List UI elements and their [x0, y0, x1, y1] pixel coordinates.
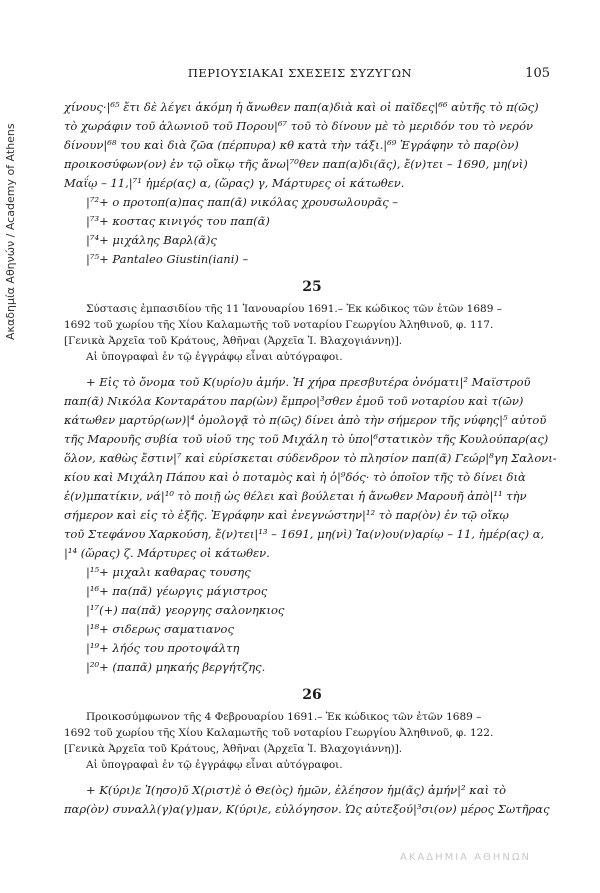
witness-line: |¹⁷(+) πα(πᾶ) γεοργης σαλονηκιος	[86, 603, 285, 617]
witness-line: |¹⁹+ λήός του προτοψάλτη	[86, 641, 240, 655]
witness-list	[64, 193, 560, 269]
entry-number: 26	[302, 687, 322, 703]
witness-line: |²⁰+ (παπᾶ) μηκαής βεργήτζης.	[86, 660, 266, 674]
witness-line: |⁷²+ ο προτοπ(α)πας παπ(ᾶ) νικόλας χρουσωλουρᾶς –	[86, 195, 399, 209]
source-line: [Γενικὰ Ἀρχεῖα τοῦ Κράτους, Ἀθῆναι (Ἀρχεῖα Ἰ. Βλαχογιάννη)].	[64, 743, 403, 755]
witness-line: |⁷⁵+ Pantaleo Giustin(iani) –	[86, 252, 249, 266]
witness-line: |¹⁵+ μιχαλι καθαρας τουσης	[86, 565, 251, 579]
source-line: Προικοσύμφωνον τῆς 4 Φεβρουαρίου 1691.– Ἐκ κώδικος τῶν ἐτῶν 1689 –	[86, 711, 482, 723]
source-line: Αἱ ὑπογραφαὶ ἐν τῷ ἐγγράφῳ εἶναι αὐτόγραφοι.	[86, 351, 343, 363]
entry-number: 25	[302, 279, 322, 295]
page-number: 105	[525, 66, 550, 81]
text-line: παπ(ᾶ) Νικόλα Κονταράτου παρ(ὼν) ἔμπρο|³σθεν ἐμοῦ τοῦ νοταρίου καὶ τ(ῶν)	[64, 394, 524, 408]
text-line: ὅλον, καθὼς ἔστιν|⁷ καὶ εὑρίσκεται σύδενδρον τὸ πλησίον παπ(ᾶ) Γεώρ|⁸γη Σαλονι-	[64, 451, 557, 465]
document-text	[64, 373, 560, 563]
text-line: |¹⁴ (ὥρας) ζ. Μάρτυρες οἱ κάτωθεν.	[64, 546, 270, 560]
intro-text	[64, 98, 560, 193]
text-line: παρ(ὸν) συναλλ(γ)α(γ)μαν, Κ(ύρι)ε, εὐλόγησον. Ὡς αὐτεξού|³σι(ον) μέρος Σωτῆρας	[64, 802, 550, 816]
text-line: ἐ(ν)μπατίκιν, νά|¹⁰ τὸ ποιῇ ὡς θέλει καὶ βούλεται ἡ ἄνωθεν Μαρουῆ ἀπὸ|¹¹ τὴν	[64, 489, 527, 503]
text-line: κίου καὶ Μιχάλη Πάπου καὶ ὁ ποταμὸς καὶ ἡ ὁ|⁹δός· τὸ ὁποῖον τῆς τὸ δίνει διὰ	[64, 470, 526, 484]
source-line: 1692 τοῦ χωρίου τῆς Χίου Καλαμωτῆς τοῦ νοταρίου Γεωργίου Ἀληθινοῦ, φ. 117.	[64, 319, 494, 331]
text-line: τῆς Μαρουῆς συβία τοῦ υἱοῦ της τοῦ Μιχάλη τὸ ὑπο|⁶στατικὸν τῆς Κουλούπαρ(ας)	[64, 432, 549, 446]
document-text	[64, 781, 560, 819]
source-note	[64, 709, 560, 773]
text-line: σήμερον καὶ εἰς τὸ ἑξῆς. Ἐγράφην καὶ ἐνεγνώστην|¹² τὸ παρ(ὸν) ἐν τῷ οἴκῳ	[64, 508, 509, 522]
text-line: τὸ χωράφιν τοῦ ἁλωνιοῦ τοῦ Πορου|⁶⁷ τοῦ τὸ δίνουν μὲ τὸ μεριδόν του τὸ νερόν	[64, 119, 533, 133]
text-line: χίνους·|⁶⁵ ἔτι δὲ λέγει ἀκόμη ἡ ἄνωθεν παπ(α)διὰ καὶ οἱ παῖδες|⁶⁶ αὐτῆς τὸ π(ῶς)	[64, 100, 539, 114]
source-line: Αἱ ὑπογραφαὶ ἐν τῷ ἐγγράφῳ εἶναι αὐτόγραφοι.	[86, 759, 343, 771]
running-title: ΠΕΡΙΟΥΣΙΑΚΑΙ ΣΧΕΣΕΙΣ ΣΥΖΥΓΩΝ	[187, 66, 413, 80]
source-line: Σύστασις ἐμπασιδίου τῆς 11 Ἰανουαρίου 1691.– Ἐκ κώδικος τῶν ἐτῶν 1689 –	[86, 303, 502, 315]
witness-line: |⁷⁴+ μιχάλης Βαρλ(ᾶ)ς	[86, 233, 217, 247]
text-line: προικοσύφων(ον) ἐν τῷ οἴκῳ τῆς ἄνω|⁷⁰θεν παπ(α)δι(ᾶς), ἔ(ν)τει – 1690, μη(νὶ)	[64, 157, 528, 171]
text-line: δίνουν|⁶⁸ του καὶ διὰ ζῶα (πέρπυρα) κθ κατὰ τὴν τάξι.|⁶⁹ Ἐγράφην τὸ παρ(ὸν)	[64, 138, 519, 152]
witness-line: |¹⁶+ πα(πᾶ) γέωργις μάγιστρος	[86, 584, 268, 598]
text-line: κάτωθεν μαρτύρ(ων)|⁴ ὁμολογᾷ τὸ π(ῶς) δίνει ἀπὸ τὴν σήμερον τῆς νύφης|⁵ αὐτοῦ	[64, 413, 547, 427]
witness-line: |⁷³+ κοστας κινιγός του παπ(ᾶ)	[86, 214, 270, 228]
source-line: [Γενικὰ Ἀρχεῖα τοῦ Κράτους, Ἀθῆναι (Ἀρχεῖα Ἰ. Βλαχογιάννη)].	[64, 335, 403, 347]
source-note	[64, 301, 560, 365]
source-line: 1692 τοῦ χωρίου τῆς Χίου Καλαμωτῆς τοῦ νοταρίου Γεωργίου Ἀληθινοῦ, φ. 122.	[64, 727, 494, 739]
page-content	[64, 98, 560, 819]
witness-line: |¹⁸+ σιδερως σαματιανος	[86, 622, 234, 636]
witness-list	[64, 563, 560, 677]
side-watermark: Ακαδημία Αθηνών / Academy of Athens	[4, 123, 17, 340]
text-line: + Κ(ύρι)ε Ἰ(ησο)ῦ Χ(ριστ)ὲ ὁ Θε(ὸς) ἡμῶν, ἐλέησον ἡμ(ᾶς) ἀμήν|² καὶ τὸ	[86, 783, 507, 797]
text-line: + Εἰς τὸ ὄνομα τοῦ Κ(υρίο)υ ἀμήν. Ἡ χήρα πρεσβυτέρα ὀνόματι|² Μαϊστροῦ	[86, 375, 531, 389]
bottom-stamp-watermark: ΑΚΑΔΗΜΙΑ ΑΘΗΝΩΝ	[400, 852, 532, 863]
text-line: τοῦ Στεφάνου Χαρκούση, ἔ(ν)τει|¹³ – 1691, μη(νὶ) Ἰα(ν)ου(ν)αρίῳ – 11, ἡμέρ(ας) α,	[64, 527, 545, 541]
page-header	[60, 66, 550, 84]
text-line: Μαΐῳ – 11,|⁷¹ ἡμέρ(ας) α, (ὥρας) γ, Μάρτυρες οἱ κάτωθεν.	[64, 176, 405, 190]
